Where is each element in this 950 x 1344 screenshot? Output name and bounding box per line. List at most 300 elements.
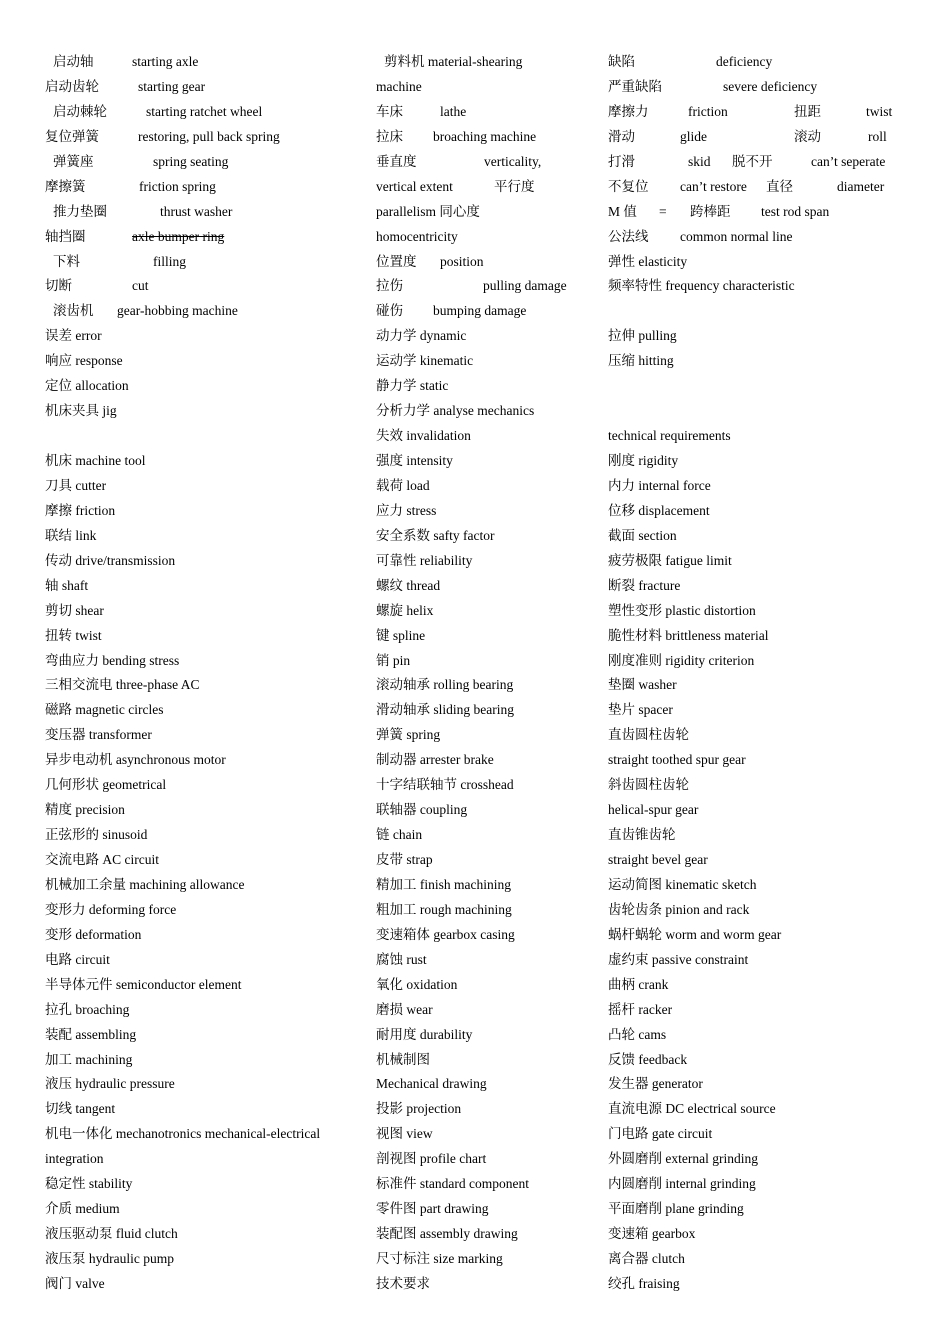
glossary-entry xyxy=(45,50,360,75)
term-text: 应力 stress xyxy=(376,502,437,518)
term-text: 磁路 magnetic circles xyxy=(45,702,164,718)
term-text: 联轴器 coupling xyxy=(376,802,468,818)
term-text: 机电一体化 mechanotronics mechanical-electrical xyxy=(45,1126,321,1142)
glossary-entry xyxy=(45,649,360,674)
glossary-entry xyxy=(376,225,598,250)
term-text: 内圆磨削 internal grinding xyxy=(608,1176,756,1192)
glossary-entry xyxy=(608,200,908,225)
glossary-entry xyxy=(45,1272,360,1297)
glossary-entry xyxy=(45,773,360,798)
glossary-entry xyxy=(45,1247,360,1272)
glossary-entry xyxy=(45,798,360,823)
glossary-entry xyxy=(376,649,598,674)
glossary-entry xyxy=(608,698,908,723)
term-text: 液压驱动泵 fluid clutch xyxy=(45,1226,178,1242)
glossary-column-2 xyxy=(376,50,598,1297)
term-text: 推力垫圈 xyxy=(53,203,107,219)
term-text: 压缩 hitting xyxy=(608,353,674,369)
term-text: 滚动轴承 rolling bearing xyxy=(376,677,514,693)
glossary-entry xyxy=(45,374,360,399)
glossary-entry xyxy=(45,1097,360,1122)
term-part: 脱不开 xyxy=(732,153,773,169)
glossary-entry xyxy=(45,499,360,524)
glossary-entry xyxy=(376,1122,598,1147)
term-text: 直齿圆柱齿轮 xyxy=(608,727,689,743)
term-text: 复位弹簧 xyxy=(45,128,99,144)
term-text: 变速箱 gearbox xyxy=(608,1226,696,1242)
term-text: 位移 displacement xyxy=(608,502,710,518)
glossary-entry xyxy=(45,948,360,973)
term-part: 滚动 xyxy=(794,128,821,144)
term-text: 拉伤 xyxy=(376,278,403,294)
glossary-entry xyxy=(608,324,908,349)
glossary-entry xyxy=(376,474,598,499)
glossary-entry xyxy=(608,649,908,674)
term-text: integration xyxy=(45,1151,104,1167)
term-text: 静力学 static xyxy=(376,378,449,394)
glossary-entry xyxy=(45,449,360,474)
glossary-entry xyxy=(45,923,360,948)
glossary-entry xyxy=(608,1222,908,1247)
glossary-entry xyxy=(608,1048,908,1073)
term-part: axle bumper ring xyxy=(132,228,225,244)
term-text: 轴挡圈 xyxy=(45,228,86,244)
term-text: 精加工 finish machining xyxy=(376,876,511,892)
glossary-entry xyxy=(608,175,908,200)
term-part: restoring, pull back spring xyxy=(138,128,280,144)
glossary-entry xyxy=(376,798,598,823)
term-text: 安全系数 safty factor xyxy=(376,527,495,543)
glossary-entry xyxy=(376,973,598,998)
glossary-entry xyxy=(45,100,360,125)
term-text: 滚齿机 xyxy=(53,303,94,319)
term-text: 拉孔 broaching xyxy=(45,1001,130,1017)
glossary-entry xyxy=(376,349,598,374)
term-text: 滑动轴承 sliding bearing xyxy=(376,702,514,718)
glossary-entry xyxy=(376,250,598,275)
glossary-entry xyxy=(376,624,598,649)
glossary-entry xyxy=(45,349,360,374)
term-part: broaching machine xyxy=(433,128,537,144)
glossary-column-1 xyxy=(45,50,360,1297)
glossary-entry xyxy=(608,948,908,973)
glossary-entry xyxy=(608,773,908,798)
term-text: 频率特性 frequency characteristic xyxy=(608,278,795,294)
glossary-entry xyxy=(376,200,598,225)
glossary-entry xyxy=(45,723,360,748)
glossary-entry xyxy=(608,599,908,624)
term-text: 投影 projection xyxy=(376,1101,462,1117)
term-text: vertical extent xyxy=(376,178,453,194)
glossary-entry xyxy=(376,574,598,599)
term-text: 斜齿圆柱齿轮 xyxy=(608,777,689,793)
glossary-entry xyxy=(608,823,908,848)
glossary-entry xyxy=(45,250,360,275)
term-part: glide xyxy=(680,128,707,144)
glossary-entry xyxy=(376,175,598,200)
glossary-entry xyxy=(376,125,598,150)
term-text: 螺旋 helix xyxy=(376,602,434,618)
term-text: 交流电路 AC circuit xyxy=(45,852,159,867)
term-text: 凸轮 cams xyxy=(608,1026,667,1042)
term-text: 加工 machining xyxy=(45,1051,133,1067)
glossary-entry xyxy=(376,673,598,698)
term-text: 启动轴 xyxy=(53,54,94,69)
term-part: pulling damage xyxy=(483,278,567,294)
term-part: roll xyxy=(868,128,887,144)
glossary-entry xyxy=(376,274,598,299)
glossary-entry xyxy=(376,50,598,75)
term-text: 刚度准则 rigidity criterion xyxy=(608,652,755,668)
term-part: 平行度 xyxy=(494,178,535,194)
glossary-entry xyxy=(608,848,908,873)
glossary-entry xyxy=(45,474,360,499)
term-text: 反馈 feedback xyxy=(608,1051,688,1067)
glossary-entry xyxy=(608,1272,908,1297)
term-text: 碰伤 xyxy=(376,303,403,319)
term-text: 皮带 strap xyxy=(376,852,433,867)
glossary-entry xyxy=(45,1222,360,1247)
glossary-entry xyxy=(608,723,908,748)
term-text: 剪切 shear xyxy=(45,602,104,618)
term-text: 车床 xyxy=(376,103,403,119)
glossary-entry xyxy=(45,698,360,723)
glossary-entry xyxy=(608,574,908,599)
glossary-entry xyxy=(45,1023,360,1048)
term-text: 分析力学 analyse mechanics xyxy=(376,403,535,419)
term-text: 误差 error xyxy=(45,328,102,344)
term-text: 剖视图 profile chart xyxy=(376,1151,487,1167)
glossary-entry xyxy=(608,75,908,100)
glossary-entry xyxy=(608,499,908,524)
term-text: 平面磨削 plane grinding xyxy=(608,1201,744,1217)
glossary-entry xyxy=(45,1122,360,1147)
glossary-entry xyxy=(45,424,360,449)
term-text: 外圆磨削 external grinding xyxy=(608,1151,758,1167)
term-text: 弯曲应力 bending stress xyxy=(45,652,180,668)
term-part: can’t seperate xyxy=(811,153,886,169)
glossary-entry xyxy=(608,898,908,923)
glossary-entry xyxy=(376,524,598,549)
term-text: 动力学 dynamic xyxy=(376,328,467,344)
glossary-entry xyxy=(608,274,908,299)
glossary-entry xyxy=(608,624,908,649)
term-text: 拉床 xyxy=(376,128,403,144)
glossary-entry xyxy=(376,374,598,399)
term-part: 扭距 xyxy=(794,103,821,119)
term-text: 下料 xyxy=(53,253,80,269)
glossary-entry xyxy=(45,973,360,998)
term-text: 螺纹 thread xyxy=(376,577,441,593)
glossary-entry xyxy=(45,524,360,549)
glossary-entry xyxy=(608,474,908,499)
term-text: 响应 response xyxy=(45,353,123,369)
glossary-entry xyxy=(45,624,360,649)
term-text: 标准件 standard component xyxy=(376,1176,529,1192)
glossary-entry xyxy=(608,1197,908,1222)
term-part: = xyxy=(659,203,667,219)
term-text: 剪料机 material-shearing xyxy=(384,54,523,69)
glossary-entry xyxy=(376,1072,598,1097)
term-text: 机床 machine tool xyxy=(45,453,146,468)
term-text: 滑动 xyxy=(608,128,635,144)
term-text: 摩擦簧 xyxy=(45,178,86,194)
glossary-entry xyxy=(45,673,360,698)
glossary-entry xyxy=(45,898,360,923)
glossary-entry xyxy=(45,75,360,100)
term-part: test rod span xyxy=(761,203,830,219)
term-text: 切线 tangent xyxy=(45,1101,116,1117)
glossary-entry xyxy=(45,1072,360,1097)
term-text: 断裂 fracture xyxy=(608,577,681,593)
term-text: 液压 hydraulic pressure xyxy=(45,1076,175,1092)
glossary-entry xyxy=(376,1048,598,1073)
term-text: 位置度 xyxy=(376,253,417,269)
glossary-entry xyxy=(45,873,360,898)
glossary-entry xyxy=(608,873,908,898)
term-text: 强度 intensity xyxy=(376,453,453,468)
glossary-entry xyxy=(376,1272,598,1297)
glossary-entry xyxy=(608,748,908,773)
term-text: 变压器 transformer xyxy=(45,727,152,743)
term-text: Mechanical drawing xyxy=(376,1076,487,1092)
term-part: severe deficiency xyxy=(723,78,818,94)
glossary-entry xyxy=(608,449,908,474)
term-text: 绞孔 fraising xyxy=(608,1275,680,1291)
term-part: starting axle xyxy=(132,54,199,69)
glossary-entry xyxy=(45,1172,360,1197)
term-text: 刀具 cutter xyxy=(45,477,107,493)
glossary-entry xyxy=(45,299,360,324)
term-text: 离合器 clutch xyxy=(608,1251,685,1266)
glossary-entry xyxy=(376,1222,598,1247)
term-text: 变形 deformation xyxy=(45,926,142,942)
glossary-entry xyxy=(376,723,598,748)
glossary-entry xyxy=(608,225,908,250)
term-text: 装配图 assembly drawing xyxy=(376,1226,518,1242)
term-text: 机械制图 xyxy=(376,1051,430,1067)
term-text: 耐用度 durability xyxy=(376,1026,473,1042)
term-text: 磨损 wear xyxy=(376,1001,433,1017)
term-text: 垫圈 washer xyxy=(608,677,677,693)
term-text: 发生器 generator xyxy=(608,1076,703,1092)
glossary-entry xyxy=(376,499,598,524)
term-text: 刚度 rigidity xyxy=(608,453,679,468)
glossary-entry xyxy=(45,748,360,773)
term-text: 粗加工 rough machining xyxy=(376,901,512,917)
term-text: 不复位 xyxy=(608,178,649,194)
term-text: 制动器 arrester brake xyxy=(376,752,494,768)
term-text: 液压泵 hydraulic pump xyxy=(45,1251,174,1266)
glossary-entry xyxy=(376,1023,598,1048)
term-text: 摩擦力 xyxy=(608,103,649,119)
glossary-entry xyxy=(608,424,908,449)
glossary-entry xyxy=(376,150,598,175)
term-text: 传动 drive/transmission xyxy=(45,552,176,568)
term-text: 脆性材料 brittleness material xyxy=(608,627,769,643)
glossary-entry xyxy=(608,349,908,374)
term-part: 跨棒距 xyxy=(690,203,731,219)
term-text: 严重缺陷 xyxy=(608,78,662,94)
term-text: 异步电动机 asynchronous motor xyxy=(45,752,226,768)
term-text: 弹簧座 xyxy=(53,153,94,169)
glossary-entry xyxy=(608,374,908,399)
term-text: 曲柄 crank xyxy=(608,976,669,992)
term-part: diameter xyxy=(837,178,885,194)
term-text: straight toothed spur gear xyxy=(608,752,746,768)
glossary-entry xyxy=(608,798,908,823)
glossary-entry xyxy=(608,1172,908,1197)
glossary-entry xyxy=(376,324,598,349)
glossary-entry xyxy=(376,75,598,100)
term-text: 缺陷 xyxy=(608,54,635,69)
term-part: starting gear xyxy=(138,78,206,94)
term-text: 正弦形的 sinusoid xyxy=(45,827,148,843)
glossary-entry xyxy=(376,299,598,324)
glossary-entry xyxy=(376,873,598,898)
glossary-entry xyxy=(376,100,598,125)
glossary-entry xyxy=(608,673,908,698)
term-part: gear-hobbing machine xyxy=(117,303,238,319)
term-text: 联结 link xyxy=(45,527,97,543)
glossary-entry xyxy=(45,225,360,250)
term-part: twist xyxy=(866,103,893,119)
term-text: 电路 circuit xyxy=(45,951,110,967)
term-text: 弹性 elasticity xyxy=(608,253,688,269)
glossary-entry xyxy=(376,773,598,798)
glossary-entry xyxy=(376,823,598,848)
term-text: 启动齿轮 xyxy=(45,78,99,94)
term-text: homocentricity xyxy=(376,228,458,244)
glossary-entry xyxy=(608,125,908,150)
term-text: 虚约束 passive constraint xyxy=(608,951,749,967)
term-text: 几何形状 geometrical xyxy=(45,777,167,793)
term-part: thrust washer xyxy=(160,203,233,219)
glossary-entry xyxy=(608,1023,908,1048)
term-text: 精度 precision xyxy=(45,802,125,818)
term-text: 链 chain xyxy=(376,827,423,843)
term-text: 机床夹具 jig xyxy=(45,403,117,419)
term-text: 内力 internal force xyxy=(608,477,711,493)
term-part: common normal line xyxy=(680,228,793,244)
glossary-entry xyxy=(45,599,360,624)
glossary-entry xyxy=(45,1048,360,1073)
term-part: skid xyxy=(688,153,711,169)
glossary-entry xyxy=(608,1122,908,1147)
glossary-entry xyxy=(376,998,598,1023)
glossary-entry xyxy=(45,274,360,299)
term-text: 门电路 gate circuit xyxy=(608,1126,713,1142)
term-text: 稳定性 stability xyxy=(45,1176,133,1192)
glossary-entry xyxy=(45,549,360,574)
glossary-entry xyxy=(45,1147,360,1172)
term-text: 齿轮齿条 pinion and rack xyxy=(608,901,750,917)
term-text: 十字结联轴节 crosshead xyxy=(376,777,514,793)
term-text: 零件图 part drawing xyxy=(376,1201,489,1217)
term-part: verticality, xyxy=(484,153,542,169)
term-text: 变形力 deforming force xyxy=(45,901,177,917)
term-text: 失效 invalidation xyxy=(376,428,471,444)
term-text: 运动简图 kinematic sketch xyxy=(608,876,757,892)
term-text: 疲劳极限 fatigue limit xyxy=(608,552,732,568)
term-text: 变速箱体 gearbox casing xyxy=(376,926,515,942)
term-part: friction xyxy=(688,103,728,119)
glossary-entry xyxy=(376,1172,598,1197)
term-part: 直径 xyxy=(766,178,793,194)
term-text: 定位 allocation xyxy=(45,378,129,394)
term-text: 截面 section xyxy=(608,527,677,543)
term-text: 轴 shaft xyxy=(45,577,89,593)
glossary-entry xyxy=(608,399,908,424)
term-text: 三相交流电 three-phase AC xyxy=(45,677,200,693)
glossary-entry xyxy=(608,50,908,75)
term-part: can’t restore xyxy=(680,178,747,194)
term-text: technical requirements xyxy=(608,428,731,444)
glossary-entry xyxy=(45,1197,360,1222)
glossary-entry xyxy=(45,998,360,1023)
term-text: 塑性变形 plastic distortion xyxy=(608,602,756,618)
glossary-column-3 xyxy=(608,50,908,1297)
term-text: 摩擦 friction xyxy=(45,502,116,518)
glossary-entry xyxy=(376,1247,598,1272)
glossary-entry xyxy=(45,175,360,200)
term-part: cut xyxy=(132,278,149,294)
term-part: filling xyxy=(153,253,186,269)
term-text: 拉伸 pulling xyxy=(608,328,677,344)
term-text: 扭转 twist xyxy=(45,627,102,643)
glossary-entry xyxy=(45,324,360,349)
glossary-entry xyxy=(45,399,360,424)
glossary-entry xyxy=(376,424,598,449)
glossary-entry xyxy=(376,923,598,948)
glossary-entry xyxy=(45,200,360,225)
term-part: deficiency xyxy=(716,54,773,69)
term-text: 垂直度 xyxy=(376,153,417,169)
glossary-entry xyxy=(376,599,598,624)
term-text: 销 pin xyxy=(376,652,411,668)
glossary-entry xyxy=(608,100,908,125)
term-text: 腐蚀 rust xyxy=(376,951,427,967)
glossary-entry xyxy=(608,973,908,998)
term-text: 运动学 kinematic xyxy=(376,353,474,369)
term-text: 摇杆 racker xyxy=(608,1001,673,1017)
term-text: 氧化 oxidation xyxy=(376,976,458,992)
term-part: spring seating xyxy=(153,153,229,169)
glossary-entry xyxy=(608,1072,908,1097)
term-text: 弹簧 spring xyxy=(376,727,441,743)
glossary-entry xyxy=(608,524,908,549)
glossary-entry xyxy=(45,125,360,150)
term-text: 直齿锥齿轮 xyxy=(608,827,676,843)
glossary-entry xyxy=(376,898,598,923)
term-text: 公法线 xyxy=(608,228,649,244)
glossary-entry xyxy=(45,150,360,175)
glossary-entry xyxy=(45,823,360,848)
glossary-entry xyxy=(45,574,360,599)
term-text: 启动棘轮 xyxy=(53,103,107,119)
term-text: machine xyxy=(376,78,422,94)
term-text: 载荷 load xyxy=(376,477,430,493)
term-text: 技术要求 xyxy=(376,1275,430,1291)
glossary-entry xyxy=(608,299,908,324)
glossary-entry xyxy=(608,250,908,275)
glossary-entry xyxy=(376,1197,598,1222)
glossary-entry xyxy=(376,698,598,723)
term-part: lathe xyxy=(440,103,467,119)
glossary-entry xyxy=(376,449,598,474)
glossary-entry xyxy=(608,549,908,574)
term-text: helical-spur gear xyxy=(608,802,699,818)
